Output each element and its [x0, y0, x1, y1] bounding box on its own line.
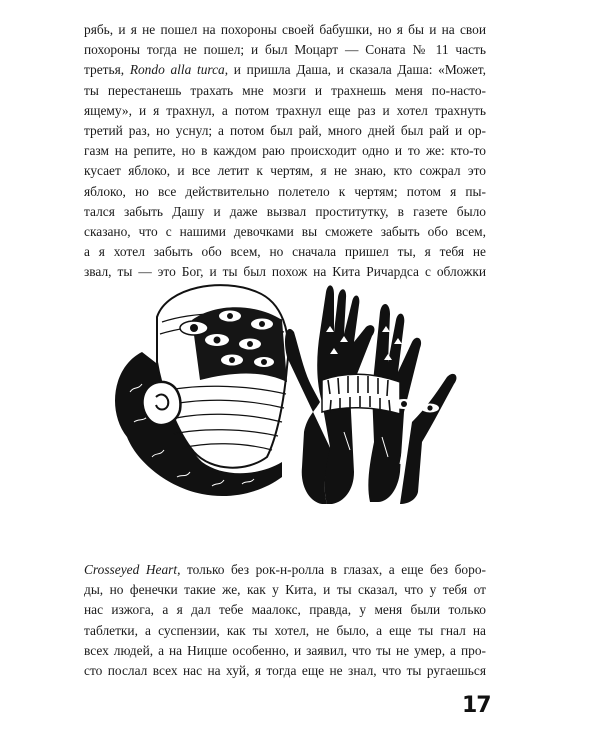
text-line-with-italic	[84, 60, 486, 80]
page-number: 17	[462, 693, 491, 718]
text-line: звал, ты — это Бог, и ты был похож на Кита Ричардса с обложки	[84, 264, 486, 280]
text-line: таблетки, а суспензии, как ты хотел, не было, а еще ты гнал на	[84, 622, 486, 638]
text-line: тался забыть Дашу и даже вызвал проститутку, в газете было	[84, 203, 486, 219]
bottom-paragraph	[84, 560, 486, 681]
text-line: ты перестанешь трахать мне мозги и трахнешь меня по-насто-	[84, 82, 486, 98]
text-line: нас изжога, а я дал тебе маалокс, правда, у меня были только	[84, 602, 486, 618]
raised-hands	[285, 285, 456, 504]
italic-title: Crosseyed Heart	[84, 562, 178, 577]
top-paragraph	[84, 20, 486, 283]
text-line: сказано, что с нашими девочками вы сможете забыть обо всем,	[84, 224, 486, 240]
text-line: ды, но фенечки такие же, как у Кита, и ты сказал, что у тебя от	[84, 582, 486, 598]
line-suffix: , только без рок-н-ролла в глазах, а еще без боро-	[177, 562, 486, 577]
text-line-with-italic	[84, 560, 486, 580]
ink-illustration	[82, 272, 484, 534]
line-prefix: третья,	[84, 62, 130, 78]
text-line: сто послал всех нас на хуй, я тогда еще не знал, что ты ругаешься	[84, 663, 486, 679]
text-line: похороны тогда не пошел; и был Моцарт — Соната № 11 часть	[84, 42, 486, 58]
text-line: а я хотел забыть обо всем, но сначала пришел ты, я тебя не	[84, 244, 486, 260]
text-line: яблоко, но все действительно полетело к чертям; потом я пы-	[84, 183, 486, 199]
text-line: кусает яблоко, и все летит к чертям, я не знаю, кто сожрал это	[84, 163, 486, 179]
text-line: третий раз, но уснул; а потом был рай, много дней был рай и ор-	[84, 123, 486, 139]
italic-title: Rondo alla turca	[129, 62, 225, 78]
text-line: газм на репите, но в каждом раю происходит одно и то же: кто-то	[84, 143, 486, 159]
text-line: рябь, и я не пошел на похороны своей бабушки, но я бы и на свои	[84, 22, 486, 37]
line-suffix: , и пришла Даша, и сказала Даша: «Может,	[224, 62, 486, 78]
text-line: ящему», и я трахнул, а потом трахнул еще раз и хотел трахнуть	[84, 102, 486, 118]
text-line: всех людей, а на Ницше особенно, и заявил, что ты не умер, а про-	[84, 642, 486, 658]
